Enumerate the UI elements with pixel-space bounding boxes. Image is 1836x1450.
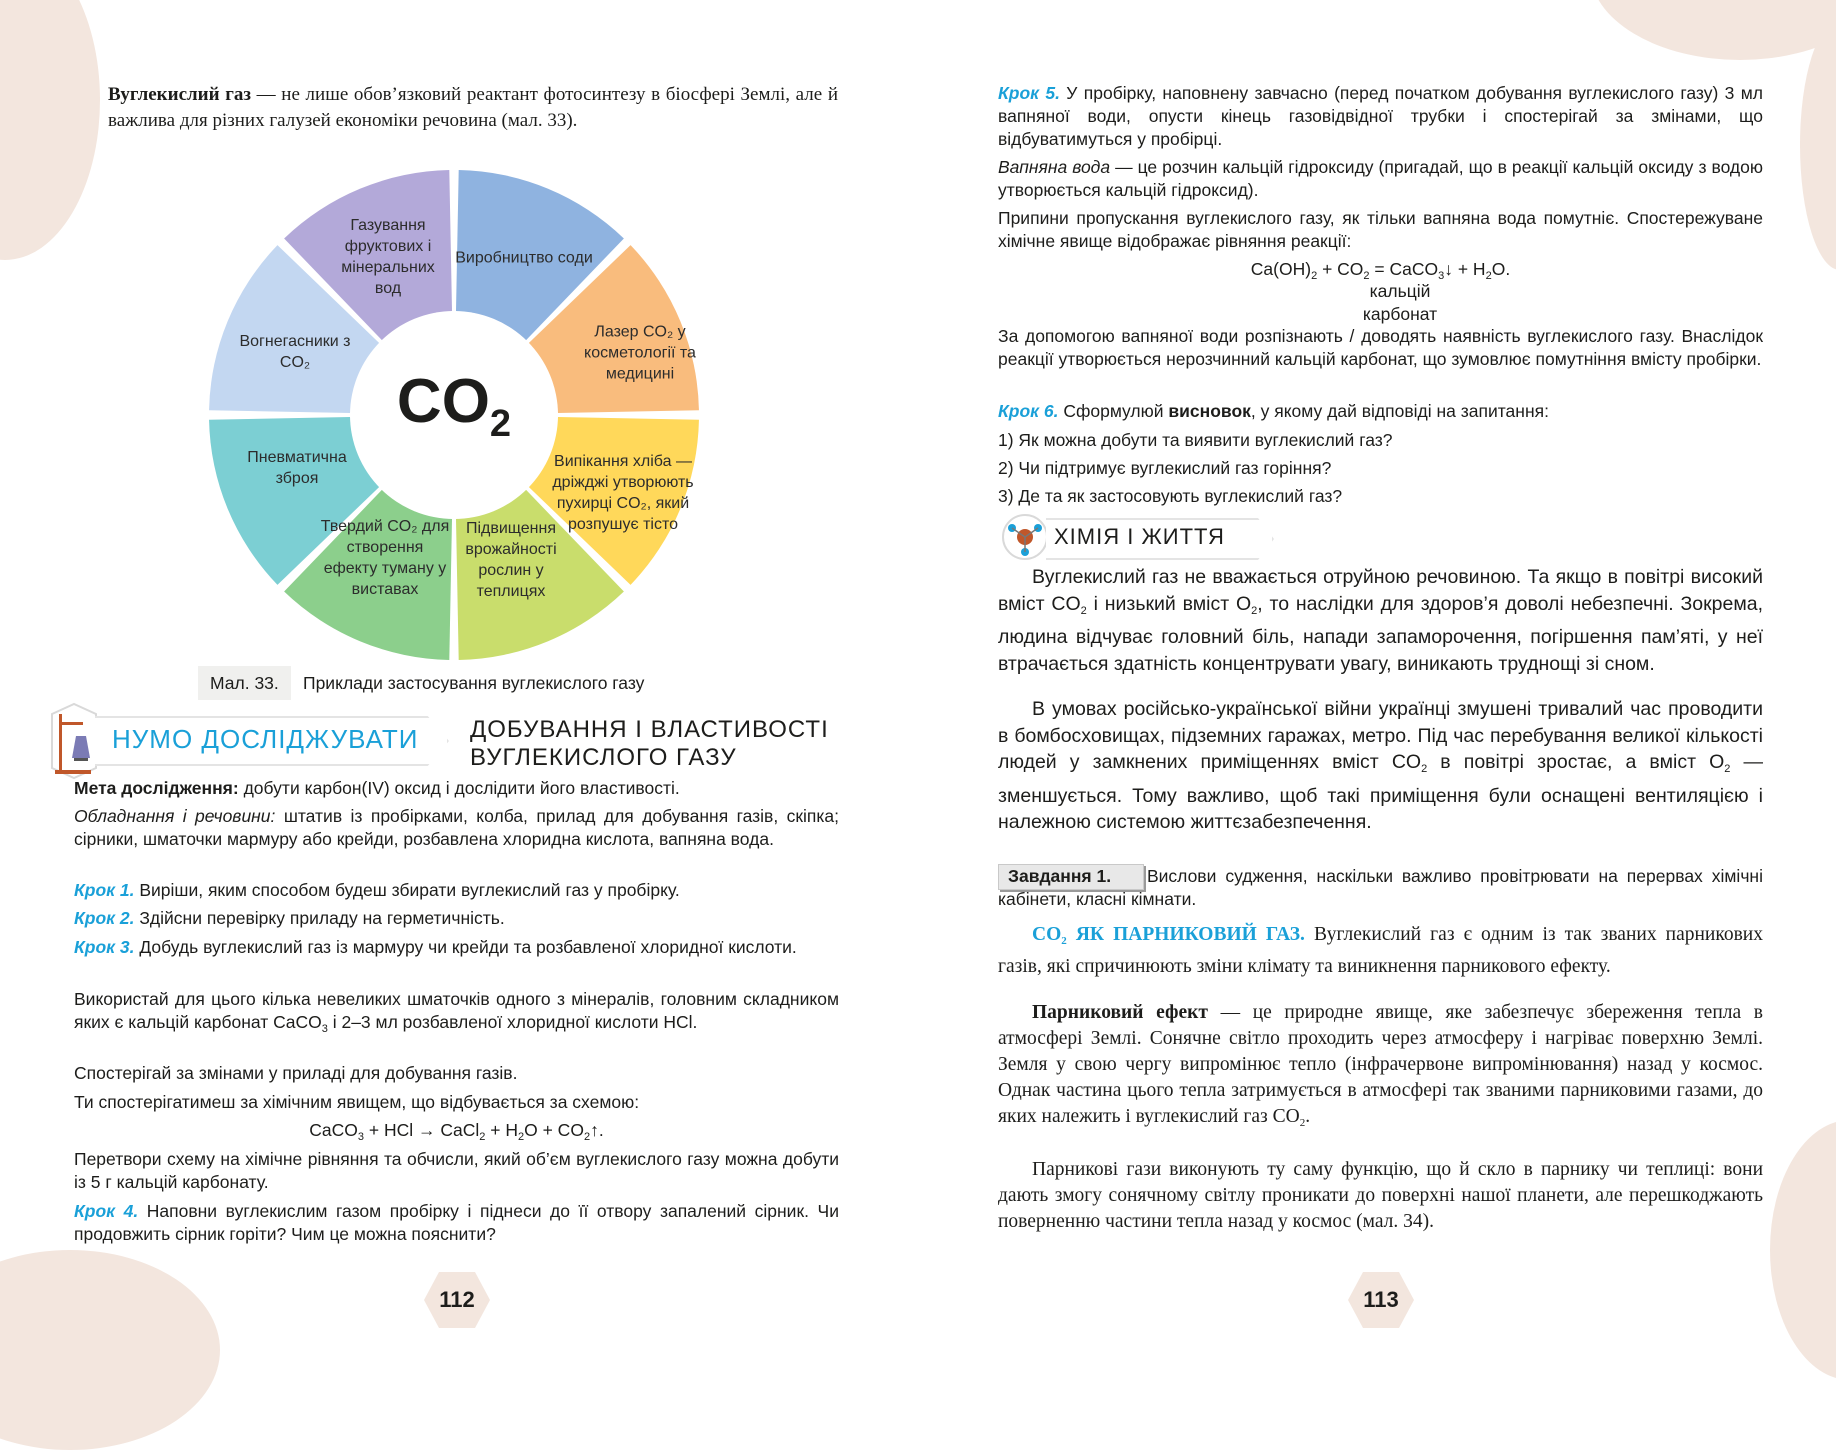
greenhouse-effect-paragraph: Парниковий ефект — це природне явище, яке забезпечує збереження тепла в атмосфері Землі. Сонячне світло проходить через атмосферу і нагріває поверхню Землі. Земля у свою чергу випромінює тепло (інфрачервоне випромінювання) назад у космос. Однак частина цього тепла затримується в атмосфері так званими парниковими газами, до яких належить і вуглекислий газ $CO_2$.	[998, 1002, 1763, 1129]
limewater-definition: Вапняна вода — це розчин кальцій гідроксиду (пригадай, що в реакції кальцій оксиду з водою утворюється кальцій гідроксид).	[998, 157, 1763, 200]
greenhouse-glass-paragraph: Парникові гази виконують ту саму функцію, що й скло в парнику чи теплиці: вони дають змогу сонячному світлу проникати до поверхні нашої планети, але перешкоджають поверненню частини тепла назад у космос (мал. 34).	[998, 1159, 1763, 1232]
step-2: Крок 2. Здійсни перевірку приладу на герметичність.	[74, 908, 505, 928]
figure-number: Мал. 33.	[210, 673, 279, 693]
question-1: 1) Як можна добути та виявити вуглекислий газ?	[998, 430, 1393, 450]
step-5: Крок 5. У пробірку, наповнену завчасно (перед початком добування вуглекислого газу) 3 мл вапняної води, опусти кінець газовідвідної трубки і спостерігай за змінами, що відбуватимуться у пробірці.	[998, 83, 1763, 149]
chemistry-life-banner-label: ХІМІЯ І ЖИТТЯ	[1054, 524, 1225, 549]
wheel-label-extinguisher: Вогнегасники з CO₂	[239, 333, 351, 371]
intro-paragraph: Вуглекислий газ — не лише обов’язковий реактант фотосинтезу в біосфері Землі, але й важлива для різних галузей економіки речовина (мал. 33).	[108, 84, 838, 131]
reaction-equation: $Ca(OH)_2 + CO_2$ = CaCO$_3$↓ + $H_2O$.	[1250, 259, 1511, 282]
wheel-label-bread: Випікання хліба — дріжджі утворюють пухирці CO₂, який розпушує тісто	[552, 453, 694, 533]
research-banner-label: НУМО ДОСЛІДЖУВАТИ	[112, 724, 419, 754]
research-aim: Мета дослідження: добути карбон(IV) оксид і дослідити його властивості.	[74, 778, 680, 798]
wheel-center-label: $CO_2$	[396, 367, 512, 445]
observe-paragraph: Спостерігай за змінами у приладі для добування газів.	[74, 1063, 518, 1083]
question-2: 2) Чи підтримує вуглекислий газ горіння?	[998, 458, 1332, 478]
use-minerals-paragraph: Використай для цього кілька невеликих шматочків одного з мінералів, головним складником яких є кальцій карбонат CaCO$_3$ і 2–3 мл розбавленої хлоридної кислоти HCl.	[74, 989, 839, 1035]
reaction-scheme: CaCO$_3$ + HCl → CaCl$_2$ + $H_2O$ + $CO_2↑$.	[309, 1120, 604, 1143]
wheel-label-dry-ice: Твердий CO₂ для створення ефекту туману у виставах	[320, 518, 450, 598]
task-1: Завдання 1. Вислови судження, наскільки важливо провітрювати на перервах хімічні кабінети, класні кімнати.	[998, 866, 1763, 909]
convert-paragraph: Перетвори схему на хімічне рівняння та обчисли, який об’єм вуглекислого газу можна добути із 5 г кальцій карбонату.	[74, 1149, 839, 1192]
lab-stand-icon	[46, 702, 102, 780]
page-number-right: 113	[1346, 1270, 1416, 1330]
greenhouse-gas-paragraph: $CO_2$ ЯК ПАРНИКОВИЙ ГАЗ. Вуглекислий газ є одним із так званих парникових газів, які спричинюють зміни клімату та виникнення парникового ефекту.	[998, 924, 1763, 977]
section-title-line-1: ДОБУВАННЯ І ВЛАСТИВОСТІ	[470, 716, 829, 743]
left-page	[0, 0, 918, 1360]
wheel-label-carbonation: Газування фруктових і мінеральних вод	[341, 217, 435, 297]
section-title-line-2: ВУГЛЕКИСЛОГО ГАЗУ	[470, 744, 737, 771]
figure-caption-text: Приклади застосування вуглекислого газу	[303, 673, 645, 693]
equipment-paragraph: Обладнання і речовини: штатив із пробірками, колба, прилад для добування газів, скіпка; сірники, шматочки мармуру або крейди, розбавлена хлоридна кислота, вапняна вода.	[74, 806, 840, 849]
step-4: Крок 4. Наповни вуглекислим газом пробірку і піднеси до її отвору запалений сірник. Чи продовжить сірник горіти? Чим це можна пояснити?	[74, 1201, 839, 1244]
life-paragraph-1: Вуглекислий газ не вважається отруйною речовиною. Та якщо в повітрі високий вміст $CO_2$ і низький вміст $O_2$, то наслідки для здоров’я доволі небезпечні. Зокрема, людина відчуває головний біль, напади запаморочення, погіршення пам’яті, у неї втрачається здатність концентрувати увагу, виникають труднощі зі сном.	[998, 566, 1763, 675]
scheme-intro: Ти спостерігатимеш за хімічним явищем, що відбувається за схемою:	[74, 1092, 640, 1112]
page-number-left: 112	[422, 1270, 492, 1330]
step-6: Крок 6. Сформулюй висновок, у якому дай відповіді на запитання:	[998, 401, 1549, 421]
wheel-label-soda: Виробництво соди	[455, 249, 593, 267]
detect-paragraph: За допомогою вапняної води розпізнають / доводять наявність вуглекислого газу. Внаслідок реакції утворюється нерозчинний кальцій карбонат, що зумовлює помутніння вмісту пробірки.	[998, 326, 1763, 369]
figure-caption	[198, 666, 291, 700]
step-1: Крок 1. Виріши, яким способом будеш збирати вуглекислий газ у пробірку.	[74, 880, 680, 900]
question-3: 3) Де та як застосовують вуглекислий газ?	[998, 486, 1343, 506]
stop-paragraph: Припини пропускання вуглекислого газу, як тільки вапняна вода помутніє. Спостережуване хімічне явище відображає рівняння реакції:	[998, 208, 1763, 251]
life-paragraph-2: В умовах російсько-української війни українці змушені тривалий час проводити в бомбосховищах, підземних гаражах, метро. Під час перебування великої кількості людей у замкнених приміщеннях вміст $CO_2$ в повітрі зростає, а вміст $O_2$ — зменшується. Тому важливо, щоб такі приміщення були оснащені вентиляцією і належною системою життєзабезпечення.	[998, 698, 1764, 833]
molecule-icon	[1000, 512, 1050, 562]
wheel-label-laser: Лазер CO₂ у косметології та медицині	[584, 323, 696, 383]
step-3: Крок 3. Добудь вуглекислий газ із мармуру чи крейди та розбавленої хлоридної кислоти.	[74, 937, 797, 957]
wheel-label-pneumatic: Пневматична зброя	[247, 449, 347, 487]
equation-annotation-line-1: кальцій	[1369, 281, 1431, 301]
wheel-label-greenhouse: Підвищення врожайності рослин у теплицях	[465, 520, 557, 600]
right-page	[918, 0, 1836, 1360]
equation-annotation-line-2: карбонат	[1362, 304, 1438, 324]
